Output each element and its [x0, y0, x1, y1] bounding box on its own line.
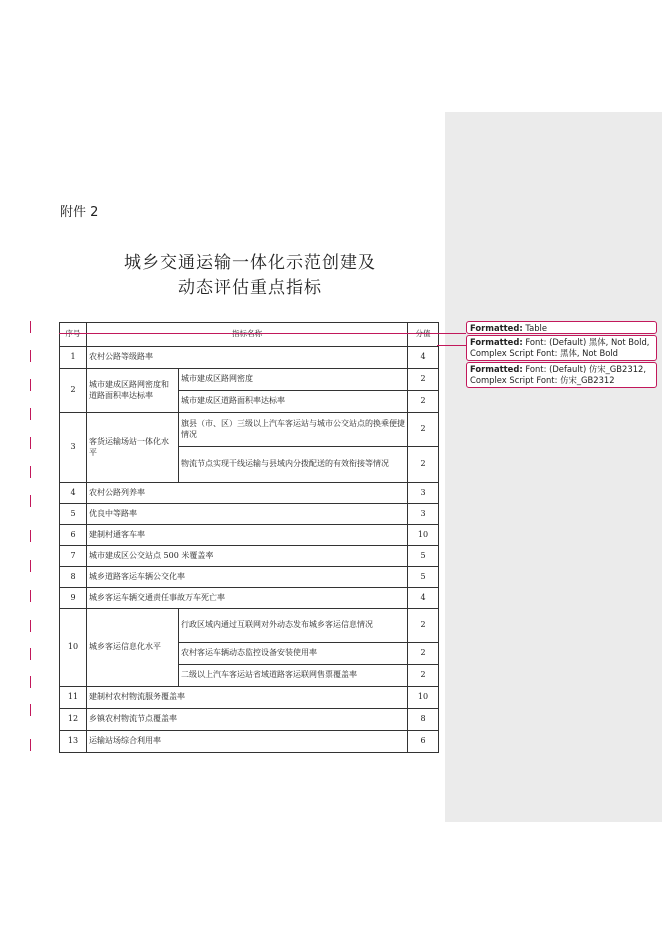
revision-change-bar: [30, 350, 31, 362]
row-name: 农村公路列养率: [87, 483, 408, 504]
row-score: 4: [408, 588, 439, 609]
row-name: 农村公路等级路率: [87, 347, 408, 369]
row-no: 4: [60, 483, 87, 504]
header-score: [408, 323, 439, 347]
row-sub-name: 行政区域内通过互联网对外动态发布城乡客运信息情况: [179, 609, 408, 643]
revision-change-bar: [30, 704, 31, 716]
table-row: [60, 687, 439, 709]
row-no: 10: [60, 609, 87, 687]
row-name: 优良中等路率: [87, 504, 408, 525]
comment-balloon-font-heiti[interactable]: [466, 335, 657, 361]
revision-change-bar: [30, 620, 31, 632]
revision-change-bar: [30, 739, 31, 751]
row-name: 城市建成区路网密度和道路面积率达标率: [87, 369, 179, 413]
row-no: 2: [60, 369, 87, 413]
row-sub-name: 物流节点实现干线运输与县域内分拨配送的有效衔接等情况: [179, 447, 408, 483]
header-name: [87, 323, 408, 347]
table-row: [60, 413, 439, 447]
revision-change-bar: [30, 590, 31, 602]
revision-change-bar: [30, 530, 31, 542]
comment-label: Formatted:: [470, 364, 523, 374]
table-row: [60, 588, 439, 609]
row-sub-name: 旗县（市、区）三级以上汽车客运站与城市公交站点的换乘便捷情况: [179, 413, 408, 447]
header-no: [60, 323, 87, 347]
revision-change-bar: [30, 321, 31, 333]
row-no: 3: [60, 413, 87, 483]
row-no: 8: [60, 567, 87, 588]
table-row: [60, 347, 439, 369]
row-no: 9: [60, 588, 87, 609]
table-row: [60, 504, 439, 525]
row-score: 2: [408, 447, 439, 483]
row-score: 2: [408, 413, 439, 447]
revision-change-bar: [30, 437, 31, 449]
row-score: 2: [408, 609, 439, 643]
row-name: 城乡客运信息化水平: [87, 609, 179, 687]
row-sub-name: 城市建成区路网密度: [179, 369, 408, 391]
row-score: 3: [408, 483, 439, 504]
row-no: 5: [60, 504, 87, 525]
document-title-line-2: 动态评估重点指标: [178, 278, 322, 298]
row-score: 2: [408, 665, 439, 687]
table-row: [60, 483, 439, 504]
row-no: 12: [60, 709, 87, 731]
row-score: 6: [408, 731, 439, 753]
row-name: 乡镇农村物流节点覆盖率: [87, 709, 408, 731]
row-score: 8: [408, 709, 439, 731]
table-row: [60, 731, 439, 753]
table-row: [60, 546, 439, 567]
revision-change-bar: [30, 676, 31, 688]
row-name: 建制村农村物流服务覆盖率: [87, 687, 408, 709]
table-row: [60, 525, 439, 546]
comment-balloon-table[interactable]: [466, 321, 657, 334]
row-score: 3: [408, 504, 439, 525]
row-no: 7: [60, 546, 87, 567]
row-score: 5: [408, 567, 439, 588]
revision-change-bar: [30, 379, 31, 391]
row-name: 城市建成区公交站点 500 米覆盖率: [87, 546, 408, 567]
revision-change-bar: [30, 648, 31, 660]
row-name: 城乡客运车辆交通责任事故万车死亡率: [87, 588, 408, 609]
row-score: 2: [408, 369, 439, 391]
revision-change-bar: [30, 466, 31, 478]
document-title-line-1: 城乡交通运输一体化示范创建及: [124, 253, 376, 273]
comment-text: Font: (Default) 黑体, Not Bold, Complex Script Font: 黑体, Not Bold: [470, 337, 650, 358]
row-sub-name: 二级以上汽车客运站省域道路客运联网售票覆盖率: [179, 665, 408, 687]
revision-change-bar: [30, 408, 31, 420]
indicator-table: [59, 322, 439, 753]
table-row: [60, 609, 439, 643]
comment-margin-pane: [445, 112, 662, 822]
row-score: 2: [408, 391, 439, 413]
comment-balloon-font-fangsong[interactable]: [466, 362, 657, 388]
comment-leader-line: [437, 345, 466, 346]
row-name: 运输站场综合利用率: [87, 731, 408, 753]
comment-label: Formatted:: [470, 323, 523, 333]
comment-text: Font: (Default) 仿宋_GB2312, Complex Script Font: 仿宋_GB2312: [470, 364, 647, 385]
comment-leader-line: [59, 333, 466, 334]
row-name: 城乡道路客运车辆公交化率: [87, 567, 408, 588]
table-row: [60, 709, 439, 731]
row-score: 10: [408, 687, 439, 709]
table-row: [60, 369, 439, 391]
table-header-row: [60, 323, 439, 347]
revision-change-bar: [30, 560, 31, 572]
row-name: 客货运输场站一体化水平: [87, 413, 179, 483]
comment-text: Table: [525, 323, 548, 333]
revision-change-bar: [30, 495, 31, 507]
comment-label: Formatted:: [470, 337, 523, 347]
attachment-label: 附件 2: [60, 205, 99, 220]
row-no: 11: [60, 687, 87, 709]
row-no: 13: [60, 731, 87, 753]
row-score: 4: [408, 347, 439, 369]
row-no: 6: [60, 525, 87, 546]
row-score: 5: [408, 546, 439, 567]
row-no: 1: [60, 347, 87, 369]
row-sub-name: 城市建成区道路面积率达标率: [179, 391, 408, 413]
row-score: 10: [408, 525, 439, 546]
row-sub-name: 农村客运车辆动态监控设备安装使用率: [179, 643, 408, 665]
row-name: 建制村通客车率: [87, 525, 408, 546]
row-score: 2: [408, 643, 439, 665]
table-row: [60, 567, 439, 588]
